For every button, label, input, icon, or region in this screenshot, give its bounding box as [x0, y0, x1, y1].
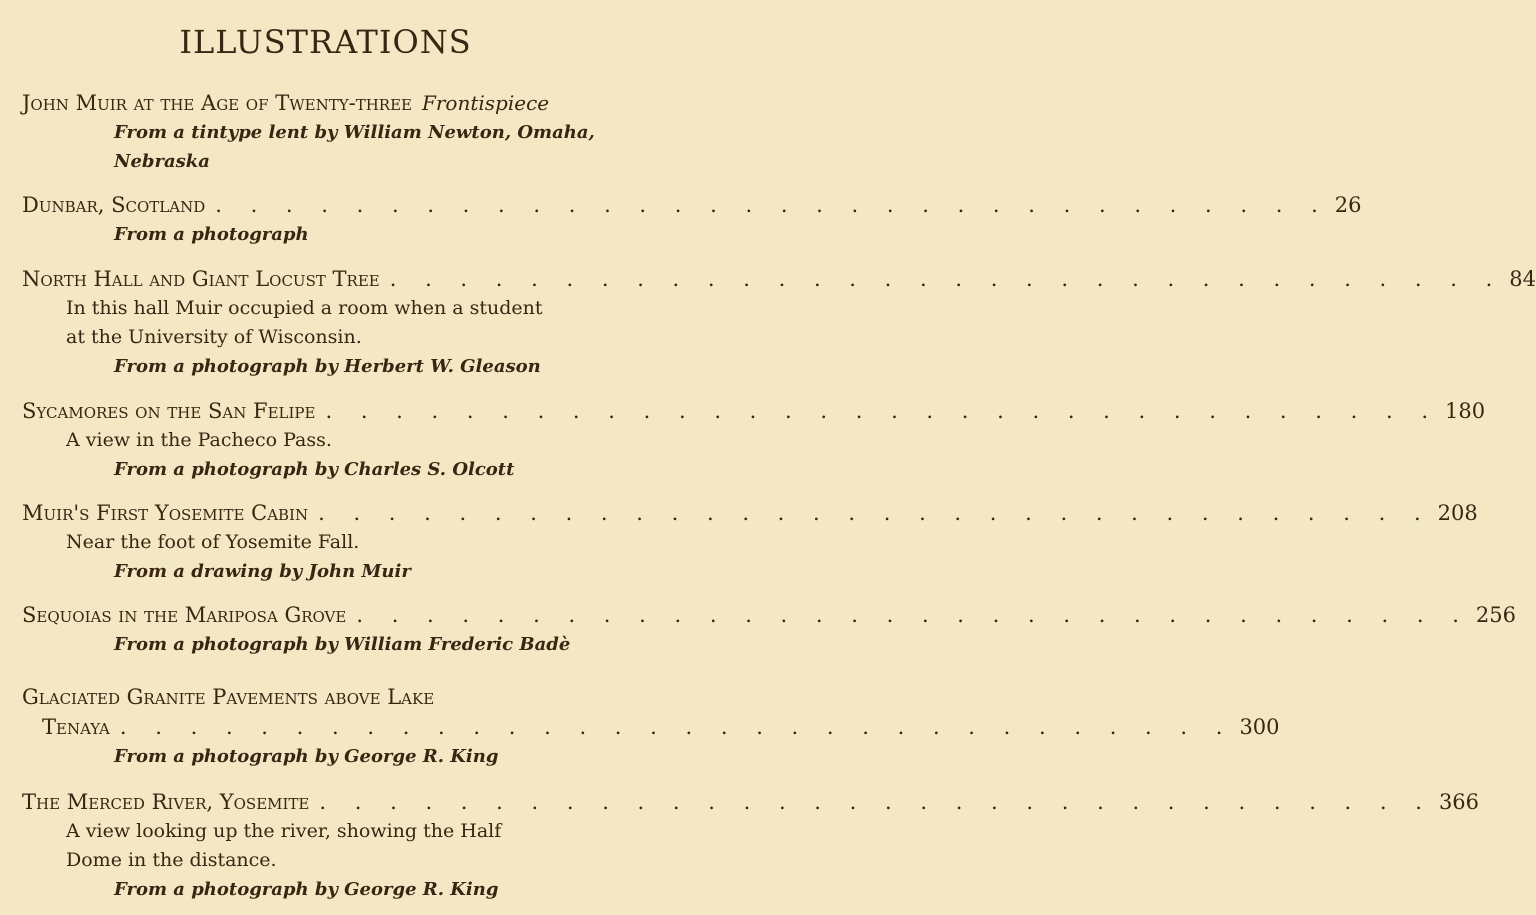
leader-dots: . . . . . . . . . . . . . . . . . . . . . . . . . . . . . . . .: [325, 399, 1440, 423]
entry-page-number: 208: [1437, 501, 1478, 525]
entry-title-line: [22, 682, 634, 712]
entry-description: In this hall Muir occupied a room when a student: [66, 297, 543, 319]
entry-title-line: [22, 396, 1486, 426]
entry-title-line: [22, 787, 1480, 817]
entry-title: Sequoias in the Mariposa Grove: [22, 603, 347, 627]
entry-title-line: [22, 498, 1478, 528]
entry-source: From a tintype lent by William Newton, Omaha,: [114, 122, 595, 143]
entry-source: From a photograph by George R. King: [114, 879, 499, 900]
entry-description-continued: Dome in the distance.: [66, 849, 277, 871]
entry-description-continued: at the University of Wisconsin.: [66, 326, 362, 348]
illustration-entry: [22, 190, 1362, 249]
leader-dots: . . . . . . . . . . . . . . . . . . . . . . . . . . . . . . . .: [389, 267, 1504, 291]
leader-dots: . . . . . . . . . . . . . . . . . . . . . . . . . . . . . . . .: [319, 790, 1433, 814]
leader-dots: . . . . . . . . . . . . . . . . . . . . . . . . . . . . . . . .: [215, 193, 1329, 217]
entry-page-number: 26: [1334, 193, 1362, 217]
entry-page-number: 256: [1475, 603, 1516, 627]
entry-title: Dunbar, Scotland: [22, 193, 206, 217]
illustration-entry: [22, 396, 1486, 484]
entry-title-line: [22, 264, 1536, 294]
entry-page-label: Frontispiece: [421, 91, 550, 115]
illustration-entry: [22, 787, 1480, 904]
entry-source: From a photograph: [114, 224, 309, 245]
entry-page-number: 300: [1239, 715, 1280, 739]
entry-title: Glaciated Granite Pavements above Lake: [22, 685, 435, 709]
entry-page-number: 180: [1445, 399, 1486, 423]
leader-dots: . . . . . . . . . . . . . . . . . . . . . . . . . . . . . . . .: [119, 715, 1234, 739]
entry-description: A view in the Pacheco Pass.: [66, 429, 332, 451]
entry-title: The Merced River, Yosemite: [22, 790, 310, 814]
leader-dots: . . . . . . . . . . . . . . . . . . . . . . . . . . . . . . . .: [356, 603, 1470, 627]
entry-description: Near the foot of Yosemite Fall.: [66, 531, 360, 553]
entry-source: From a drawing by John Muir: [114, 561, 411, 582]
illustration-entry: [22, 600, 1516, 659]
entry-source: From a photograph by Charles S. Olcott: [114, 459, 515, 480]
entry-page-number: 366: [1438, 790, 1480, 814]
entry-title: North Hall and Giant Locust Tree: [22, 267, 380, 291]
entry-source: From a photograph by William Frederic Badè: [114, 634, 571, 655]
illustration-entry: [22, 264, 1536, 381]
entry-title: John Muir at the Age of Twenty-three: [22, 91, 412, 115]
entry-title: Muir's First Yosemite Cabin: [22, 501, 309, 525]
entry-title: Sycamores on the San Felipe: [22, 399, 316, 423]
page-title: ILLUSTRATIONS: [179, 23, 472, 61]
illustration-entry: [22, 682, 1280, 771]
entry-source: From a photograph by Herbert W. Gleason: [114, 356, 541, 377]
leader-dots: . . . . . . . . . . . . . . . . . . . . . . . . . . . . . . . .: [318, 501, 1432, 525]
illustration-entry: [22, 88, 634, 176]
entry-title-line: [22, 600, 1516, 630]
entry-description: A view looking up the river, showing the Half: [66, 820, 502, 842]
entry-title-line: [22, 88, 634, 118]
entry-title-line: [22, 190, 1362, 220]
entry-page-number: 84: [1509, 267, 1536, 291]
entry-source-continued: Nebraska: [114, 151, 210, 172]
illustration-entry: [22, 498, 1478, 586]
entry-title-line-continued: [22, 712, 1280, 742]
entry-source: From a photograph by George R. King: [114, 746, 499, 767]
entry-title-continued: Tenaya: [42, 715, 110, 739]
